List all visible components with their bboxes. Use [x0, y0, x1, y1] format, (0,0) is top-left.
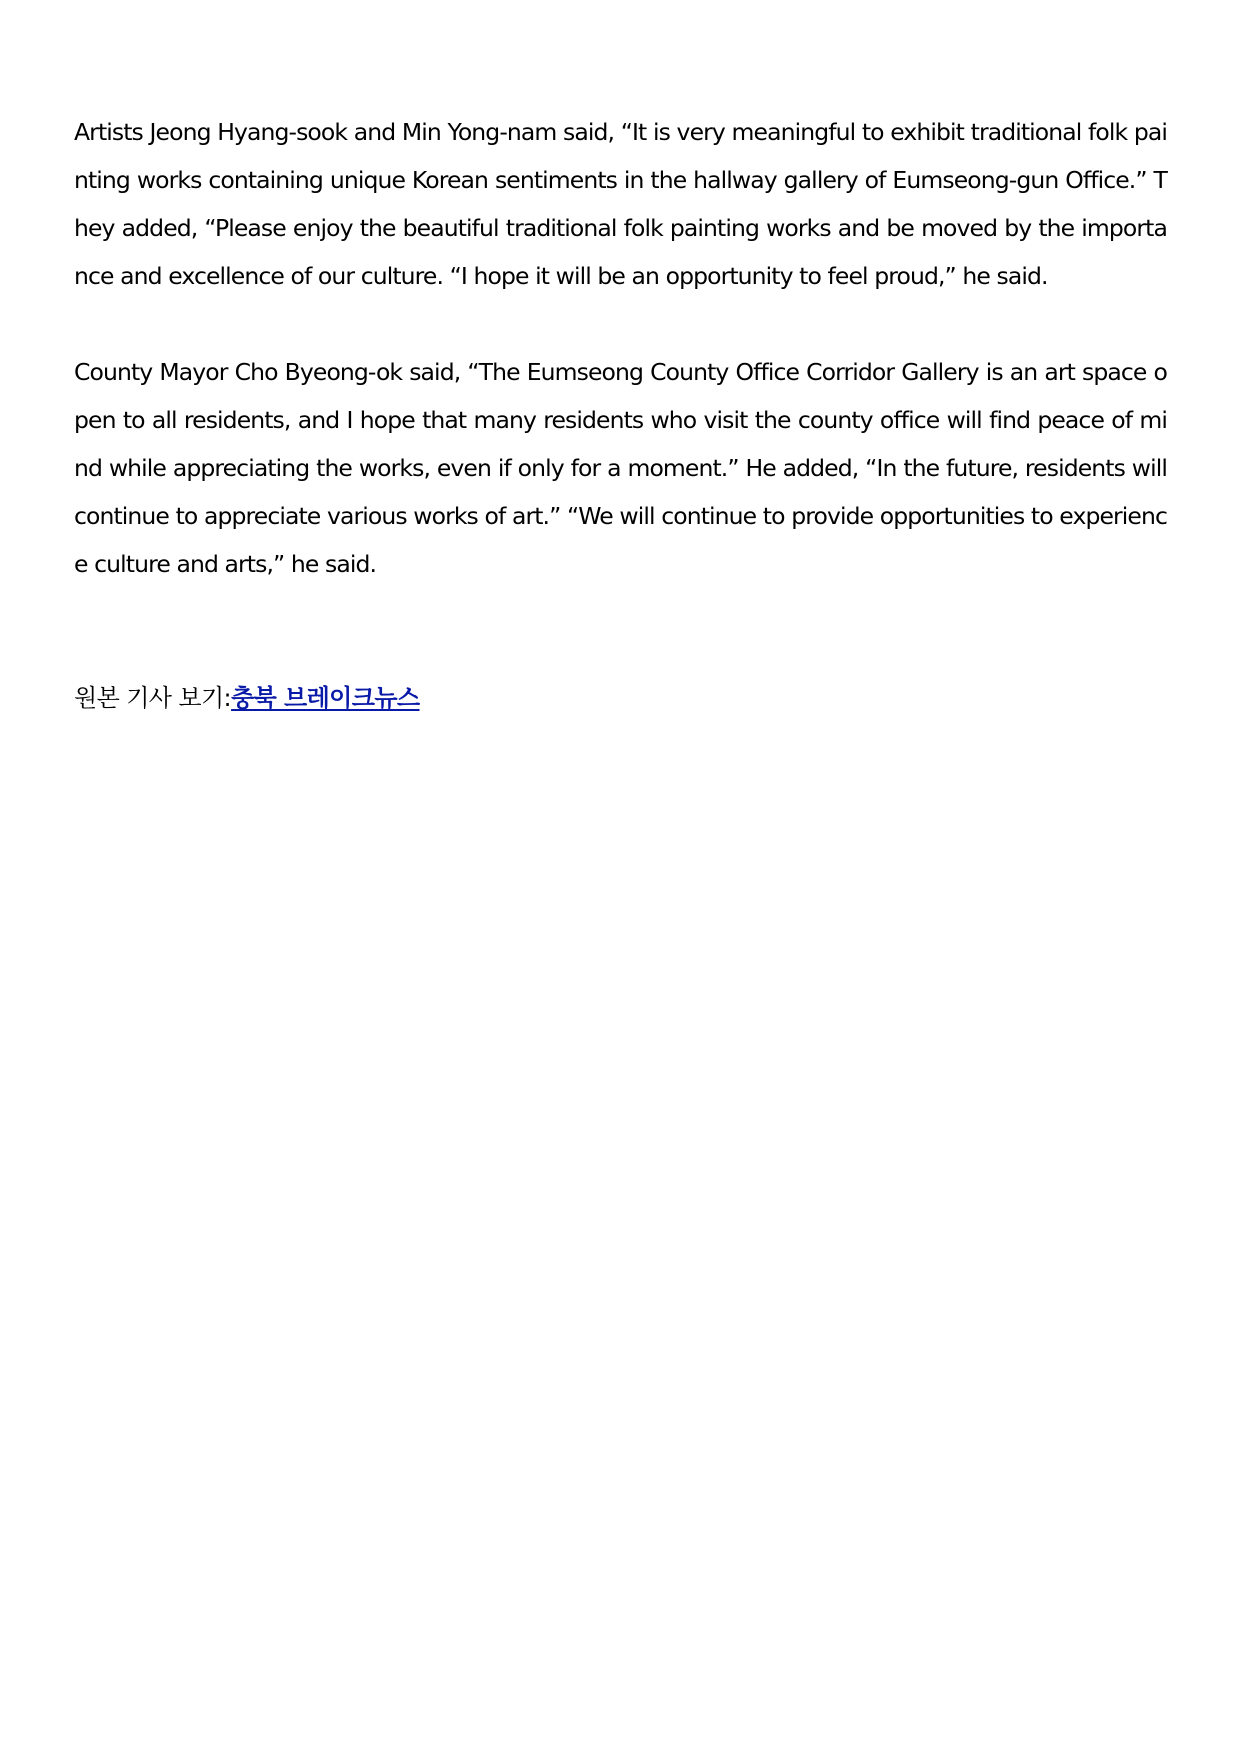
paragraph-artists-quote: Artists Jeong Hyang-sook and Min Yong-nam said, “It is very meaningful to exhibit traditional folk painting works containing unique Korean sentiments in the hallway gallery of Eumseong-gun Office.” They added, “Please enjoy the beautiful traditional folk painting works and be moved by the importance and excellence of our culture. “I hope it will be an opportunity to feel proud,” he said. — [74, 118, 1167, 290]
paragraph-mayor-quote: County Mayor Cho Byeong-ok said, “The Eumseong County Office Corridor Gallery is an art space open to all residents, and I hope that many residents who visit the county office will find peace of mind while appreciating the works, even if only for a moment.” He added, “In the future, residents will continue to appreciate various works of art.” “We will continue to provide opportunities to experience culture and arts,” he said. — [74, 358, 1167, 578]
source-line — [74, 678, 420, 718]
source-label: 원본 기사 보기: — [74, 684, 232, 712]
article-body — [74, 108, 1167, 588]
source-link[interactable]: 충북 브레이크뉴스 — [231, 684, 420, 712]
